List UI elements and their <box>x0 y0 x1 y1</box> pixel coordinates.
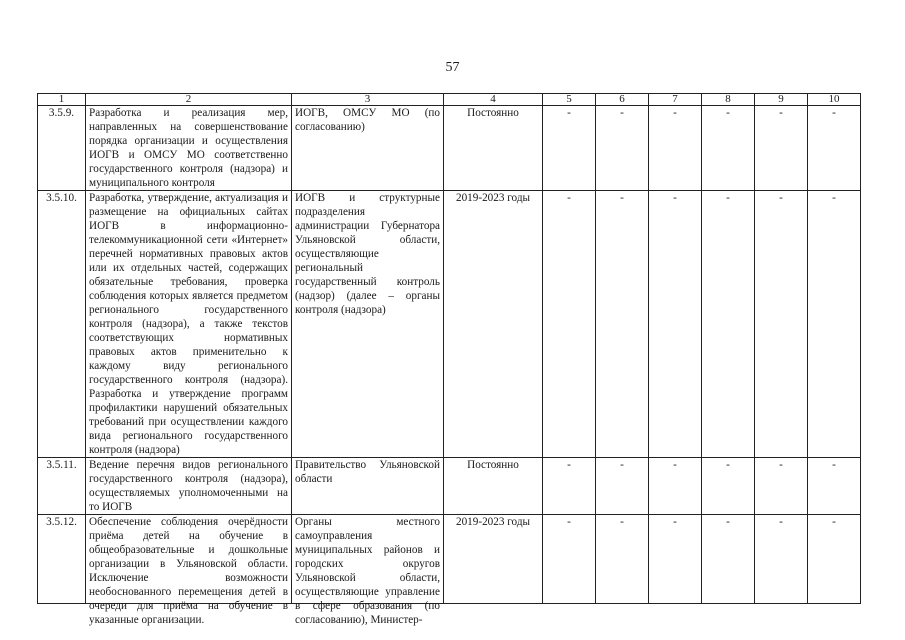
value-cell: - <box>702 458 755 515</box>
value-cell: - <box>596 106 649 191</box>
value-cell: - <box>649 106 702 191</box>
value-cell: - <box>649 458 702 515</box>
activity-text: Обеспечение соблюдения очерёдности приёма детей на обучение в общеобразовательные и дошкольные организации в Ульяновской области. Исключение возможности необоснованного перемещения детей в очереди для приёма на обучение в указанные организации. <box>89 516 288 626</box>
period-cell: 2019-2023 годы <box>444 191 543 458</box>
column-header: 1 <box>38 94 86 106</box>
executor-cell: ИОГВ, ОМСУ МО (по согласованию) <box>292 106 444 191</box>
executor-text: Органы местного самоуправления муниципальных районов и городских округов Ульяновской области, осуществляющие управление в сфере образования (по согласованию), Министер- <box>295 516 440 626</box>
column-header: 7 <box>649 94 702 106</box>
row-number: 3.5.9. <box>38 106 86 191</box>
value-cell: - <box>755 191 808 458</box>
executor-cell: ИОГВ и структурные подразделения администрации Губернатора Ульяновской области, осуществляющие региональный государственный контроль (надзор) (далее – органы контроля (надзора) <box>292 191 444 458</box>
value-cell: - <box>808 458 861 515</box>
table-row <box>38 458 861 515</box>
value-cell: - <box>702 106 755 191</box>
value-cell: - <box>755 458 808 515</box>
value-cell: - <box>543 458 596 515</box>
column-header: 5 <box>543 94 596 106</box>
column-header: 9 <box>755 94 808 106</box>
value-cell: - <box>596 515 649 604</box>
activity-cell: Разработка, утверждение, актуализация и размещение на официальных сайтах ИОГВ в информационно-телекоммуникационной сети «Интернет» перечней нормативных правовых актов или их отдельных частей, содержащих обязательные требования, проверка соблюдения которых является предметом регионального государственного контроля (надзора), а также текстов соответствующих нормативных правовых актов применительно к каждому виду регионального государственного контроля (надзора). Разработка и утверждение программ профилактики нарушений обязательных требований при осуществлении каждого вида регионального государственного контроля (надзора) <box>86 191 292 458</box>
value-cell: - <box>755 515 808 604</box>
table-header-row <box>38 94 861 106</box>
row-number: 3.5.11. <box>38 458 86 515</box>
value-cell: - <box>649 515 702 604</box>
column-header: 10 <box>808 94 861 106</box>
column-header: 4 <box>444 94 543 106</box>
period-cell: Постоянно <box>444 106 543 191</box>
value-cell: - <box>543 191 596 458</box>
value-cell: - <box>543 515 596 604</box>
value-cell: - <box>543 106 596 191</box>
value-cell: - <box>596 191 649 458</box>
value-cell: - <box>808 515 861 604</box>
executor-cell <box>292 515 444 626</box>
value-cell: - <box>596 458 649 515</box>
action-plan-table <box>37 93 861 626</box>
row-number: 3.5.10. <box>38 191 86 458</box>
value-cell: - <box>755 106 808 191</box>
page-number: 57 <box>445 60 460 75</box>
table-row <box>38 106 861 191</box>
period-cell: 2019-2023 годы <box>444 515 543 604</box>
column-header: 6 <box>596 94 649 106</box>
period-cell: Постоянно <box>444 458 543 515</box>
executor-cell: Правительство Ульяновской области <box>292 458 444 515</box>
activity-cell: Ведение перечня видов регионального государственного контроля (надзора), осуществляемых уполномоченными на то ИОГВ <box>86 458 292 515</box>
column-header: 3 <box>292 94 444 106</box>
column-header: 2 <box>86 94 292 106</box>
activity-cell <box>86 515 292 626</box>
value-cell: - <box>649 191 702 458</box>
column-header: 8 <box>702 94 755 106</box>
value-cell: - <box>808 191 861 458</box>
table-row <box>38 191 861 458</box>
value-cell: - <box>808 106 861 191</box>
row-number: 3.5.12. <box>38 515 86 604</box>
table-row <box>38 515 861 604</box>
value-cell: - <box>702 191 755 458</box>
activity-cell: Разработка и реализация мер, направленных на совершенствование порядка организации и осуществления ИОГВ и ОМСУ МО соответственно государственного контроля (надзора) и муниципального контроля <box>86 106 292 191</box>
value-cell: - <box>702 515 755 604</box>
